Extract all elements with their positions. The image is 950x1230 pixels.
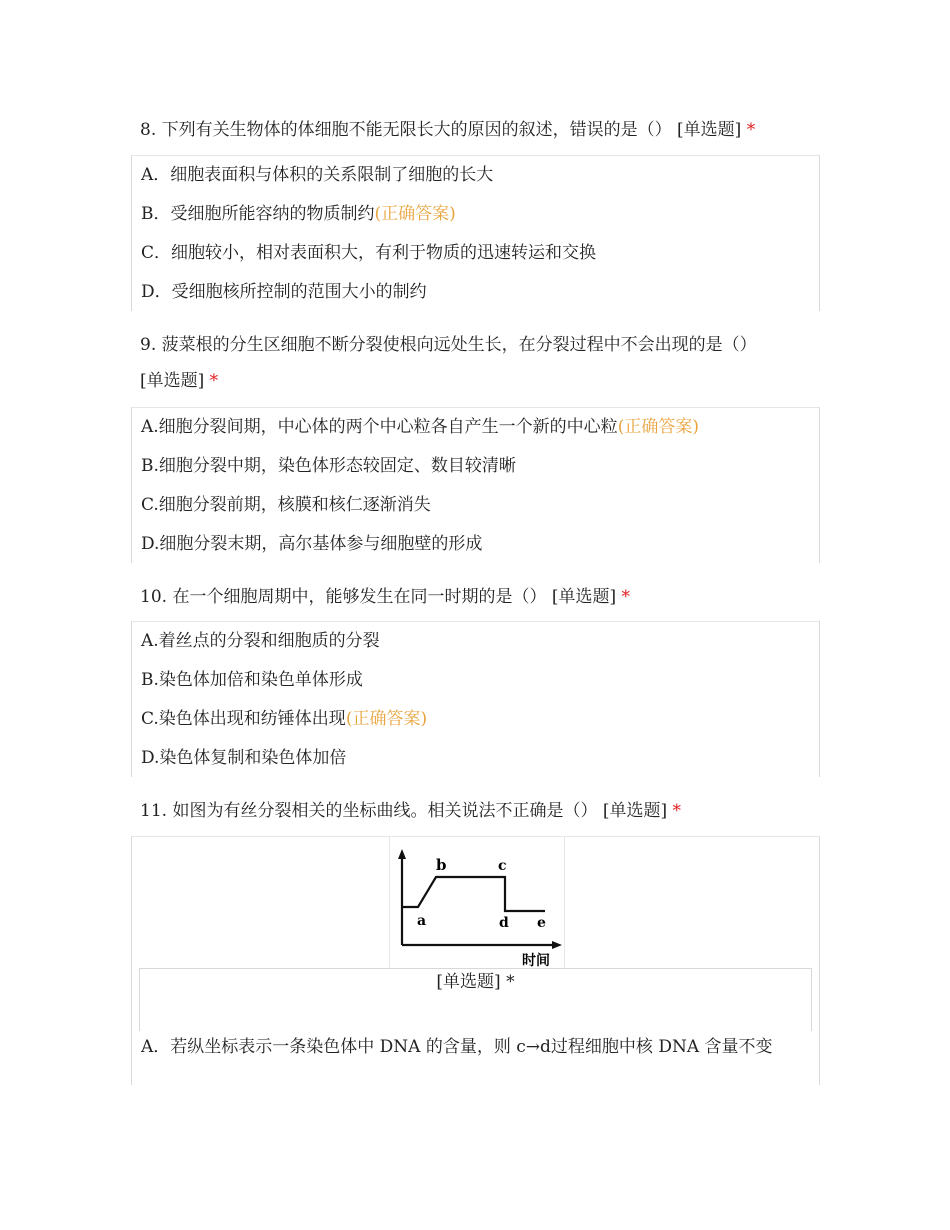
option-text: D.染色体复制和染色体加倍 xyxy=(141,748,347,768)
option-9c[interactable] xyxy=(141,494,431,516)
point-label-b: b xyxy=(436,856,447,874)
option-10d[interactable] xyxy=(141,747,346,769)
option-text: A.着丝点的分裂和细胞质的分裂 xyxy=(141,631,380,651)
option-text: C．细胞较小，相对表面积大，有利于物质的迅速转运和交换 xyxy=(141,243,597,263)
point-label-e: e xyxy=(537,915,546,931)
option-text: B．受细胞所能容纳的物质制约 xyxy=(141,204,375,224)
x-axis-label: 时间 xyxy=(522,953,550,969)
question-10-text: 10. 在一个细胞周期中，能够发生在同一时期的是（） [单选题] xyxy=(140,587,622,607)
curve-diagram xyxy=(390,837,564,969)
option-9a[interactable] xyxy=(141,416,699,438)
point-label-c: c xyxy=(498,858,507,874)
question-10-options xyxy=(131,621,820,777)
question-9-title xyxy=(140,327,820,399)
option-10a[interactable] xyxy=(141,630,380,652)
question-8-options xyxy=(131,155,820,311)
question-10-title xyxy=(140,579,820,615)
option-10c[interactable] xyxy=(141,708,427,730)
option-11a[interactable] xyxy=(141,1035,806,1059)
required-mark: * xyxy=(672,801,682,821)
y-axis-arrow xyxy=(398,849,406,859)
option-text: B.染色体加倍和染色单体形成 xyxy=(141,670,363,690)
question-8-text: 8. 下列有关生物体的体细胞不能无限长大的原因的叙述，错误的是（） [单选题] xyxy=(140,120,747,140)
option-text: D．受细胞核所控制的范围大小的制约 xyxy=(141,282,427,302)
option-text: A．细胞表面积与体积的关系限制了细胞的长大 xyxy=(141,165,494,185)
option-8d[interactable] xyxy=(141,281,427,303)
question-11-title xyxy=(140,793,820,829)
question-9-text-line1: 9. 菠菜根的分生区细胞不断分裂使根向远处生长，在分裂过程中不会出现的是（） xyxy=(140,335,757,355)
correct-answer-tag: (正确答案) xyxy=(617,417,699,437)
option-8c[interactable] xyxy=(141,242,596,264)
point-label-d: d xyxy=(499,915,509,931)
correct-answer-tag: (正确答案) xyxy=(374,204,456,224)
question-11-content xyxy=(131,836,820,1085)
required-mark: * xyxy=(621,587,631,607)
coordinate-curve-figure xyxy=(389,837,565,969)
option-8a[interactable] xyxy=(141,164,493,186)
option-10b[interactable] xyxy=(141,669,363,691)
embedded-question-box xyxy=(139,968,812,1031)
option-text: A．若纵坐标表示一条染色体中 DNA 的含量，则 c→d过程细胞中核 DNA 含量不变 xyxy=(141,1037,773,1057)
x-axis-arrow xyxy=(552,941,562,949)
embedded-question-type: [单选题] * xyxy=(436,972,515,992)
option-text: B.细胞分裂中期，染色体形态较固定、数目较清晰 xyxy=(141,456,516,476)
required-mark: * xyxy=(209,371,219,391)
question-9-text-line2: [单选题] xyxy=(140,371,210,391)
option-9b[interactable] xyxy=(141,455,516,477)
required-mark: * xyxy=(746,120,756,140)
curve-line xyxy=(402,877,545,911)
option-text: A.细胞分裂间期，中心体的两个中心粒各自产生一个新的中心粒 xyxy=(141,417,618,437)
point-label-a: a xyxy=(417,913,427,929)
option-text: D.细胞分裂末期，高尔基体参与细胞壁的形成 xyxy=(141,534,483,554)
question-11-text: 11. 如图为有丝分裂相关的坐标曲线。相关说法不正确是（） [单选题] xyxy=(140,801,673,821)
question-8-title xyxy=(140,112,820,148)
option-9d[interactable] xyxy=(141,533,482,555)
correct-answer-tag: (正确答案) xyxy=(345,709,428,729)
question-9-options xyxy=(131,407,820,563)
option-text: C.染色体出现和纺锤体出现 xyxy=(141,709,346,729)
option-text: C.细胞分裂前期，核膜和核仁逐渐消失 xyxy=(141,495,431,515)
option-8b[interactable] xyxy=(141,203,456,225)
